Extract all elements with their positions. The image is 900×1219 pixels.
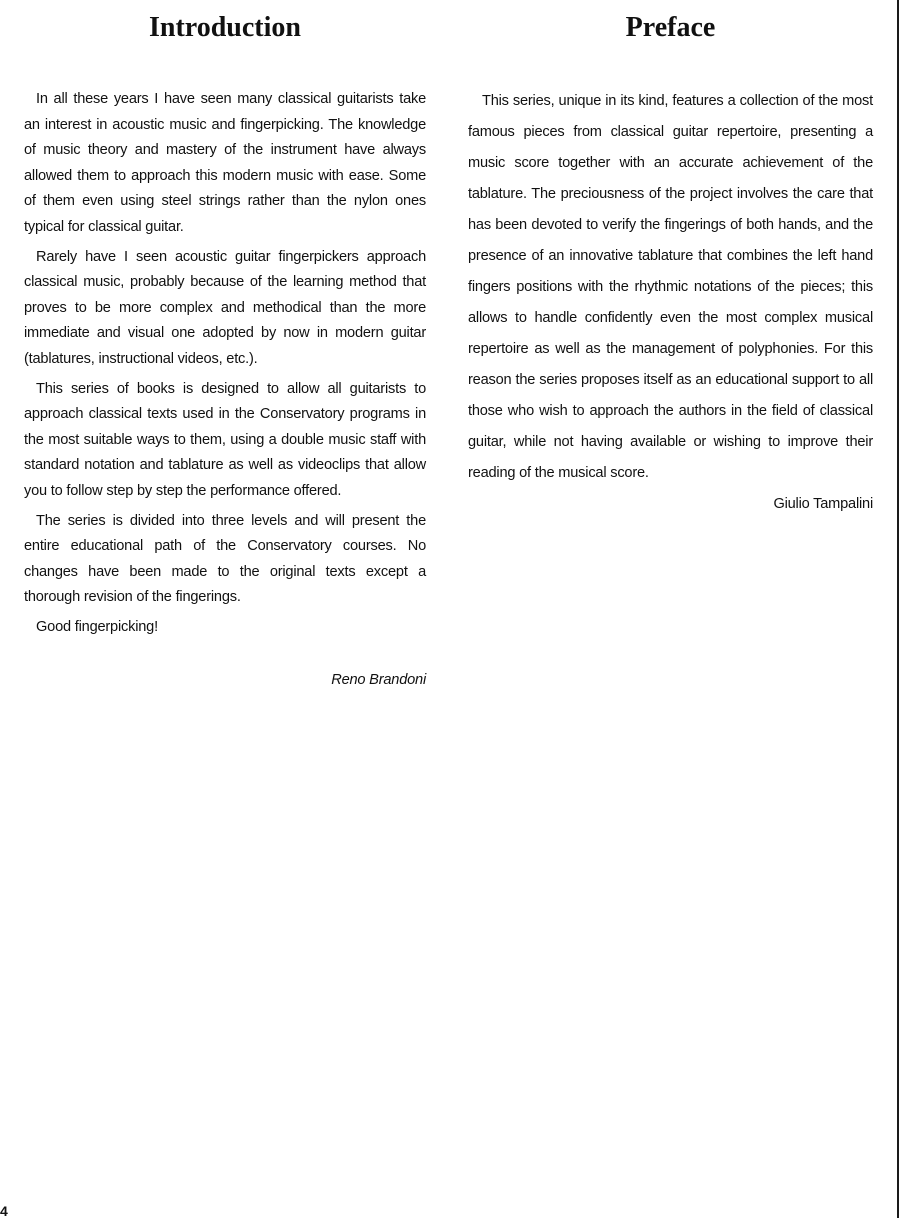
page-number: 4 [0,1203,8,1219]
introduction-signature: Reno Brandoni [331,672,426,689]
preface-title: Preface [625,12,716,43]
preface-body [468,86,873,520]
introduction-closing: Good fingerpicking! [36,618,158,635]
introduction-body [24,87,426,694]
introduction-paragraph: The series is divided into three levels and will present the entire educational path of the Conservatory courses. No changes have been made to the original texts except a thorough revision of the fingerings. [24,512,426,606]
page-edge-rule [897,0,899,1218]
introduction-title: Introduction [149,12,301,43]
introduction-paragraph: This series of books is designed to allow all guitarists to approach classical texts used in the Conservatory programs in the most suitable ways to them, using a double music staff with standard notation and tablature as well as videoclips that allow you to follow step by step the performance offered. [24,380,426,499]
preface-signature: Giulio Tampalini [773,496,873,512]
preface-paragraph: This series, unique in its kind, features a collection of the most famous pieces from classical guitar repertoire, presenting a music score together with an accurate achievement of the tablature. The preciousness of the project involves the care that has been devoted to verify the fingerings of both hands, and the presence of an innovative tablature that combines the left hand fingers positions with the rhythmic notations of the pieces; this allows to handle confidently even the most complex musical repertoire as well as the management of polyphonies. For this reason the series proposes itself as an educational support to all those who wish to approach the authors in the field of classical guitar, while not having available or wishing to improve their reading of the musical score. [468,93,873,481]
introduction-paragraph: Rarely have I seen acoustic guitar fingerpickers approach classical music, probably because of the learning method that proves to be more complex and methodical than the more immediate and visual one adopted by now in modern guitar (tablatures, instructional videos, etc.). [24,248,426,367]
introduction-paragraph: In all these years I have seen many classical guitarists take an interest in acoustic music and fingerpicking. The knowledge of music theory and mastery of the instrument have always allowed them to approach this modern music with ease. Some of them even using steel strings rather than the nylon ones typical for classical guitar. [24,91,426,235]
